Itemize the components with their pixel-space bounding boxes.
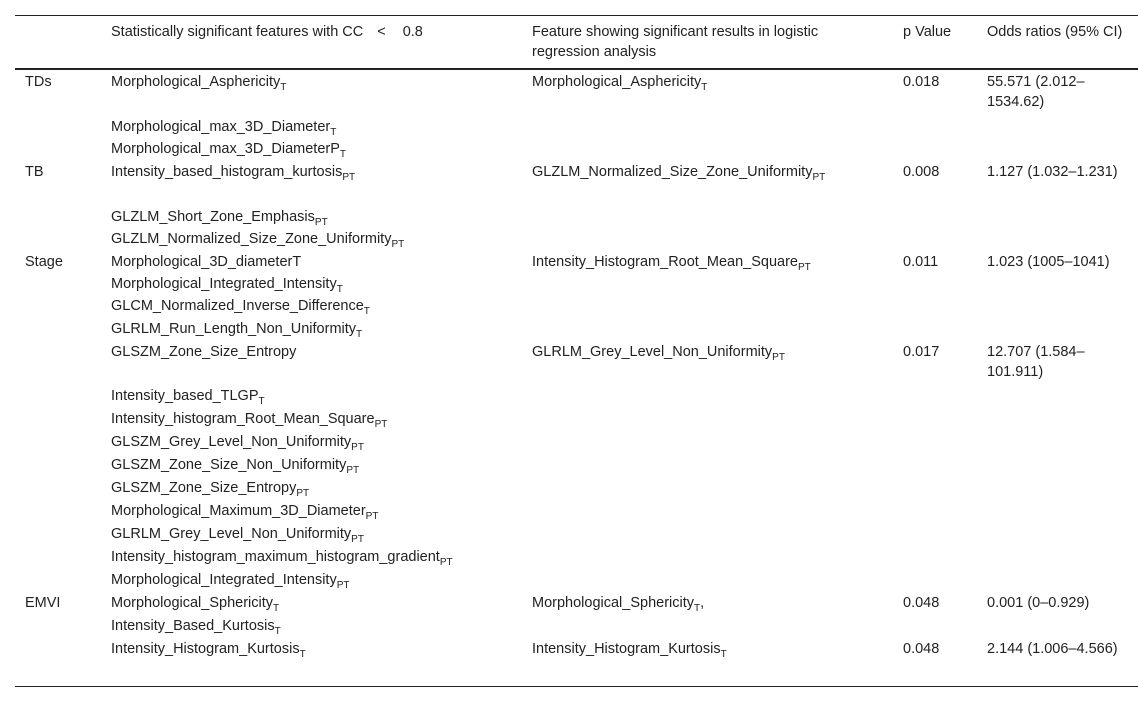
feature-cell: Morphological_Maximum_3D_Diameter$_{PT}$ [111, 503, 379, 522]
feature-cell: GLSZM_Zone_Size_Entropy [111, 344, 297, 360]
feature-cell: GLRLM_Grey_Level_Non_Uniformity$_{PT}$ [111, 526, 364, 545]
feature-cell: Intensity_Based_Kurtosis$_T$ [111, 618, 281, 637]
table-top-rule [15, 15, 1138, 16]
odds-ratio-cell: 12.707 (1.584–101.911) [987, 344, 1085, 380]
feature-cell: Intensity_histogram_Root_Mean_Square$_{PT}$ [111, 411, 388, 430]
group-label-tds: TDs [25, 74, 52, 90]
header-features-cc: Statistically significant features with CC < 0.8 [111, 24, 423, 40]
feature-cell: GLSZM_Grey_Level_Non_Uniformity$_{PT}$ [111, 434, 364, 453]
feature-cell: Intensity_based_histogram_kurtosis$_{PT}$ [111, 164, 356, 183]
feature-cell: GLSZM_Zone_Size_Non_Uniformity$_{PT}$ [111, 457, 360, 476]
odds-ratio-cell: 2.144 (1.006–4.566) [987, 641, 1118, 657]
feature-cell: Morphological_max_3D_Diameter$_T$ [111, 119, 337, 138]
feature-cell: GLRLM_Run_Length_Non_Uniformity$_T$ [111, 321, 363, 340]
p-value-cell: 0.048 [903, 641, 940, 657]
group-label-emvi: EMVI [25, 595, 61, 611]
table-header-rule [15, 68, 1138, 70]
feature-cell: $Intensity\_based\_TLGP_T$ [111, 388, 265, 407]
group-label-tb: TB [25, 164, 44, 180]
result-feature-cell: GLZLM_Normalized_Size_Zone_Uniformity$_{PT}$ [532, 164, 826, 183]
feature-cell: Intensity_histogram_maximum_histogram_gradient$_{PT}$ [111, 549, 453, 568]
feature-cell: GLZLM_Normalized_Size_Zone_Uniformity$_{PT}$ [111, 231, 405, 250]
feature-cell: Intensity_Histogram_Kurtosis$_T$ [111, 641, 306, 660]
p-value-cell: 0.018 [903, 74, 940, 90]
group-label-stage: Stage [25, 254, 63, 270]
header-logistic-feature: Feature showing significant results in logistic regression analysis [532, 24, 819, 60]
header-odds-ratio: Odds ratios (95% CI) [987, 24, 1123, 40]
result-feature-cell: Morphological_Sphericity$_T$, [532, 595, 705, 614]
p-value-cell: 0.011 [903, 254, 939, 270]
odds-ratio-cell: 1.127 (1.032–1.231) [987, 164, 1118, 180]
feature-cell: Morphological_Sphericity$_T$ [111, 595, 280, 614]
feature-cell: GLCM_Normalized_Inverse_Difference$_T$ [111, 298, 370, 317]
feature-cell: GLZLM_Short_Zone_Emphasis$_{PT}$ [111, 209, 328, 228]
feature-cell: Morphological_3D_diameterT [111, 254, 302, 270]
p-value-cell: 0.008 [903, 164, 940, 180]
header-p-value: p Value [903, 24, 952, 40]
table-bottom-rule [15, 686, 1138, 687]
feature-cell: Morphological_Integrated_Intensity$_T$ [111, 276, 343, 295]
feature-cell: GLSZM_Zone_Size_Entropy$_{PT}$ [111, 480, 310, 499]
result-feature-cell: Morphological_Asphericity$_T$ [532, 74, 708, 93]
p-value-cell: 0.017 [903, 344, 940, 360]
result-feature-cell: Intensity_Histogram_Kurtosis$_T$ [532, 641, 727, 660]
result-feature-cell: GLRLM_Grey_Level_Non_Uniformity$_{PT}$ [532, 344, 785, 363]
feature-cell: Morphological_max_3D_DiameterP$_T$ [111, 141, 346, 160]
result-feature-cell: Intensity_Histogram_Root_Mean_Square$_{PT}$ [532, 254, 811, 273]
odds-ratio-cell: 55.571 (2.012–1534.62) [987, 74, 1085, 110]
odds-ratio-cell: 0.001 (0–0.929) [987, 595, 1090, 611]
feature-cell: Morphological_Integrated_Intensity$_{PT}$ [111, 572, 350, 591]
feature-cell: Morphological_Asphericity$_T$ [111, 74, 287, 93]
p-value-cell: 0.048 [903, 595, 940, 611]
odds-ratio-cell: 1.023 (1005–1041) [987, 254, 1110, 270]
